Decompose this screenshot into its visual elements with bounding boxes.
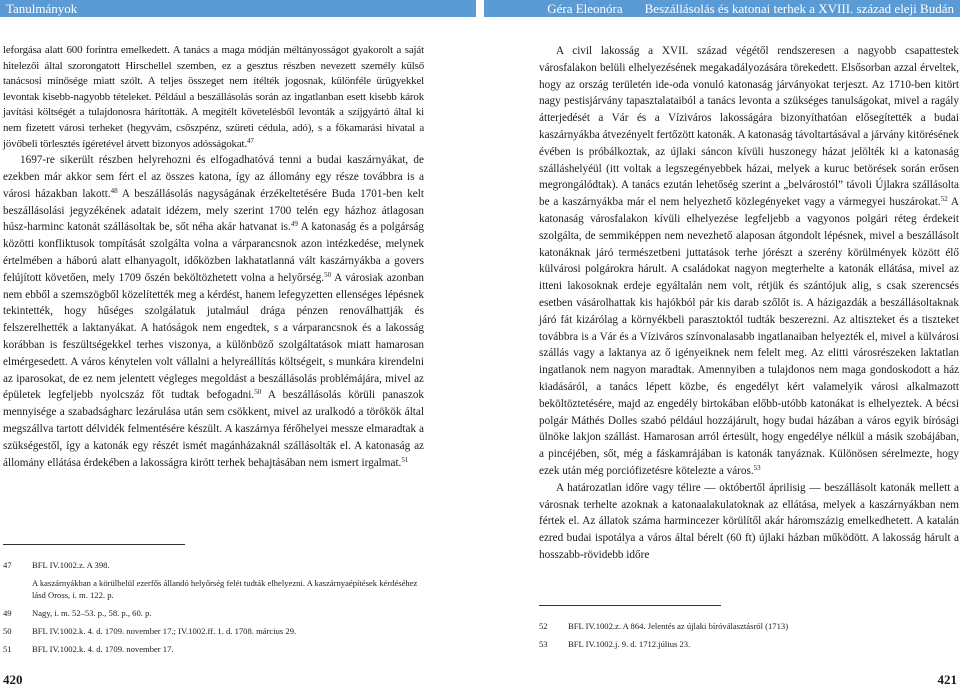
footnote-separator [3, 544, 185, 545]
footnote-number: 47 [3, 560, 12, 570]
running-header-left [0, 0, 476, 17]
header-author: Géra Eleonóra [547, 1, 623, 16]
paragraph [539, 43, 959, 480]
paragraph-text: A beszállásolás nagyságának érzékeltetésére Buda 1701-ben kelt beszállásolási jegyzékének adatait idézem, mely szerint 1700 telén egy házhoz átlagosan húsz-harminc katonát szállásoltak be, sőt néha akár hatvanat is. [3, 187, 424, 234]
footnote [3, 559, 424, 571]
paragraph [3, 43, 424, 152]
footnote-number: 52 [539, 621, 548, 631]
footnote-number: 51 [3, 644, 12, 654]
footnote-number: 53 [539, 639, 548, 649]
paragraph [539, 480, 959, 564]
page-number-left: 420 [3, 672, 23, 687]
footnote-text: A kaszárnyákban a körülbelül ezerfős állandó helyőrség felét tudták elhelyezni. A kaszárnyaépítések kérdéséhez lásd Oross, i. m. 122. p. [32, 578, 418, 600]
paragraph-text: A határozatlan időre vagy télire — októbertől áprilisig — beszállásolt katonák mellett a városnak terhelte azoknak a katonaalakulatoknak az ellátása, melyek a kaszárnyákban nem fértek el. Az állatok száma harmincezer körülítől akár háromszázig emelkedhetett. A katalán ezred budai ispotálya a város által bérelt (60 ft) újlaki házban működött. A lakosság hárult a hosszabb-rövidebb időre [539, 481, 959, 561]
footnote-text: BFL IV.1002.z. A 864. Jelentés az újlaki bíróválasztásról (1713) [568, 621, 789, 631]
paragraph-text: A városiak azonban nem ebből a szemszögből közelítették meg a kérdést, hanem lefegyzetten ellenséges lépésnek tekintették, hogy hűséges szolgálatuk jutalmául drága pénzen renoválhattják és felszerelhették a laktanyákat. A hatóságok nem engedtek, s a várparancsnok és a lakosság korábban is feszültségekkel terhes viszonya, a különböző szolgáltatások miatt hamarosan elmérgesedett. A város kénytelen volt vállalni a helyreállítás költségeit, s munkára kirendelni az iparosokat, de ez nem jelentett végleges megoldást a beszállásolás problémájára, mivel az épületek legfeljebb nyolcszáz főt tudtak befogadni. [3, 271, 425, 402]
footnote-ref[interactable]: 53 [753, 463, 761, 472]
footnote-ref[interactable]: 49 [290, 220, 298, 229]
header-section-title: Tanulmányok [6, 1, 78, 16]
paragraph-text: A beszállásolás körüli panaszok mennyisége a szabadságharc lezárulása után sem csökkent, mivel az uralkodó a törökök által megszállva tartott délvidék felmentésére készült. A kaszárnya férőhelyei messze elmaradtak a szükségestől, így a katonák egy részét ismét magánházaknál szállásolták el. A katonaság az állomány ellátása érdekében a lakosságra kirótt terhek behajtásában nem ismert irgalmat. [3, 389, 425, 469]
footnote-text: Nagy, i. m. 52–53. p., 58. p., 60. p. [32, 608, 152, 618]
footnote-ref[interactable]: 50 [324, 270, 332, 279]
footnote-ref[interactable]: 51 [401, 455, 409, 464]
footnote [539, 620, 959, 632]
footnote-text: BFL IV.1002.k. 4. d. 1709. november 17.; IV.1002.ff. 1. d. 1708. március 29. [32, 626, 297, 636]
footnote-number [3, 577, 32, 589]
footnote-ref[interactable]: 47 [246, 136, 254, 145]
paragraph-text: A katonaság és a polgárság közötti konfliktusok tompítását szolgálta volna a várparancsnok azon intézkedése, melynek értelmében a háború alatt elhanyagolt, időközben lakhatatlanná vált kaszárnyákba a govers felújított követően, mely 1709 őszén beköltözhetett volna a helyőrség. [3, 221, 424, 284]
left-page-body [3, 43, 424, 471]
footnote-separator [539, 605, 721, 606]
footnote-list [3, 559, 424, 655]
page-number-right: 421 [937, 672, 957, 687]
footnote-list [539, 620, 959, 650]
footnote [3, 625, 424, 637]
paragraph-text: A civil lakosság a XVII. század végétől rendszeresen a nagyobb csapattestek városfalakon belüli elhelyezésének megakadályozására törekedett. Elsősorban azzal érveltek, hogy az ország területén ide-oda vonuló katonaság járványokat terjeszt. Az 1710-ben kitört nagy pestisjárvány tapasztalataiból a tanács levonta a szükséges tanulságokat, mivel a ragály átterjedését a Vár és a Víziváros lakosságára bizonyíthatóan elősegítették a budai kaszárnyákba átvezényelt fertőzött katonák. A katonaság távoltartásával a járvány kitörésének évében is próbálkoztak, az újlaki sáncon kívüli huszonegy házat jelölték ki a katonaság szálláshelyéül (itt voltak a legszegényebbek házai, melyek a kuruc betörések során erősen megrongálódtak). A tanács ezután lehetőség szerint a „belvárostól” távoli Újlakra szállásolta be a kaszárnyákba már el nem helyezhető közlegényeket vagy a vármegyei huszárokat. [539, 45, 959, 209]
footnote [3, 577, 424, 601]
footnote-number: 49 [3, 608, 12, 618]
paragraph [3, 152, 424, 471]
footnote-text: BFL IV.1002.k. 4. d. 1709. november 17. [32, 644, 174, 654]
right-page-body [539, 43, 959, 564]
footnote-ref[interactable]: 48 [110, 186, 118, 195]
footnote [3, 643, 424, 655]
paragraph-text: 1697-re sikerült részben helyrehozni és elfogadhatóvá tenni a budai kaszárnyákat, de ezekben már akkor sem fért el az összes katona, így az állomány egy része továbbra is a városi házakban lakott. [3, 154, 424, 200]
footnote-ref[interactable]: 52 [940, 195, 948, 204]
footnote-number: 50 [3, 626, 12, 636]
footnote-text: BFL IV.1002.z. A 398. [32, 560, 110, 570]
running-header-right [484, 0, 960, 17]
paragraph-text: A katonaság városfalakon kívüli elhelyezése legfeljebb a vagyonos polgári réteg érdekeit szolgálta, de semmiképpen nem nevezhető alaposan átgondolt lépésnek, mivel a beszállásolt katonáknak járó természetbeni juttatások terhe jórészt a szerény körülmények között élő külvárosi polgárokra hárult. A családokat nagyon megterhelte a katonák ellátása, mivel az itteni lakosoknak erdeje egyáltalán nem volt, rétjük és szántójuk alig, s csak szerencsés esetben vásárolhattak kis hajókból pár kis darab szőlőt is. A házigazdák a beszállásoltaknak járó fát kizárólag a környékbeli parasztoktól tudták beszerezni. Az altiszteket és a tiszteket továbbra is a Vár és a Víziváros színvonalasabb ingatlanaiban helyezték el, mivel a külvárosi szállás vagy a laktanya az ő igényeiknek nem felelt meg. Az elitti városrészeken laktatlan ingatlanok nem nagyon maradtak. Amennyiben a tulajdonos nem maga gondoskodott a ház kiadásáról, a tanács lépett közbe, és engedélyt kért valamelyik városi alkalmazott beköltöztetésére, majd az engedély birtokában előbb-utóbb katonákat is elhelyeztek. A bécsi polgár Máthés Dolles szabó például hozzájárult, hogy budai házában a város egyik bírósági ülnöke lakjon szállást. Hamarosan arról értesült, hogy engedélye nélkül a másik szobájában, a pincéjében, sőt, még a fáskamrájában is katonák tanyáznak. Különösen sérelmezte, hogy ezek után még porciófizetésre kötelezte a város. [539, 196, 959, 477]
footnote-text: BFL IV.1002.j. 9. d. 1712.július 23. [568, 639, 691, 649]
header-article-title: Beszállásolás és katonai terhek a XVIII. század eleji Budán [644, 1, 954, 16]
paragraph-text: leforgása alatt 600 forintra emelkedett. A tanács a maga módján méltányosságot gyakorolt a saját hitelezői által szorongatott Hirschellel szemben, ez a gesztus részben nevezett személy külső tanácsosi minősége miatt szólt. A teljes összeget nem ítélték jogosnak, különféle ürügyekkel levontak kisebb-nagyobb tételeket. Például a beszállásolás során az ingatlanban esett kisebb károk javítási költségét a tulajdonosra hárították. A megítélt követelésből levonták a szíjgyártó által ki nem fizetett városi terheket (hegyvám, csőszpénz, szüreti cédula, adó), s a főkamarási hivatal a jövőbeli törlesztés ígéretével átvett bizonyos adósságokat. [3, 44, 424, 150]
footnote-ref[interactable]: 50 [254, 388, 262, 397]
footnote [3, 607, 424, 619]
footnote [539, 638, 959, 650]
